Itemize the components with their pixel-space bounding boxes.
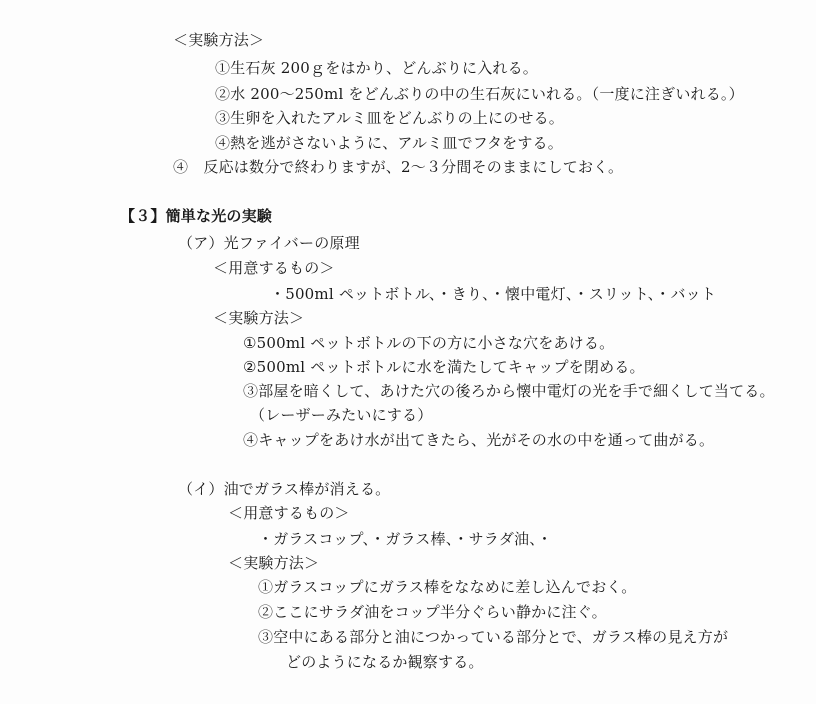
part-a-method-label: ＜実験方法＞ — [213, 309, 305, 327]
part-b-step-2: ②ここにサラダ油をコップ半分ぐらい静かに注ぐ。 — [258, 603, 607, 621]
part-b-step-3: ③空中にある部分と油につかっている部分とで、ガラス棒の見え方が — [258, 628, 729, 646]
part-a-step-3: ③部屋を暗くして、あけた穴の後ろから懐中電灯の光を手で細くして当てる。 — [243, 382, 775, 400]
part-b-materials-label: ＜用意するもの＞ — [228, 504, 350, 522]
part-a-step-1: ①500ml ペットボトルの下の方に小さな穴をあける。 — [243, 334, 615, 352]
part-a-title: （ア）光ファイバーの原理 — [178, 234, 360, 252]
step-prev-1: ①生石灰 200ｇをはかり、どんぶりに入れる。 — [215, 59, 539, 77]
part-b-title: （イ）油でガラス棒が消える。 — [178, 480, 391, 498]
part-a-step-4: ④キャップをあけ水が出てきたら、光がその水の中を通って曲がる。 — [243, 431, 715, 449]
part-a-materials: ・500ml ペットボトル、・きり、・懐中電灯、・スリット、・バット — [270, 285, 717, 303]
part-b-step-3-cont: どのようになるか観察する。 — [286, 653, 484, 671]
part-b-materials: ・ガラスコップ、・ガラス棒、・サラダ油、・ — [258, 530, 553, 548]
part-a-materials-label: ＜用意するもの＞ — [213, 259, 335, 277]
part-a-step-2: ②500ml ペットボトルに水を満たしてキャップを閉める。 — [243, 358, 645, 376]
step-prev-4: ④熱を逃がさないように、アルミ皿でフタをする。 — [215, 134, 563, 152]
note-prev: ④ 反応は数分で終わりますが、2～３分間そのままにしておく。 — [173, 158, 624, 176]
step-prev-3: ③生卵を入れたアルミ皿をどんぶりの上にのせる。 — [215, 109, 565, 127]
part-a-step-3-note: （レーザーみたいにする） — [250, 406, 433, 424]
part-b-step-1: ①ガラスコップにガラス棒をななめに差し込んでおく。 — [258, 578, 637, 596]
step-prev-2: ②水 200～250ml をどんぶりの中の生石灰にいれる。（一度に注ぎいれる。） — [215, 85, 744, 103]
method-label-prev: ＜実験方法＞ — [173, 31, 265, 49]
part-b-method-label: ＜実験方法＞ — [228, 554, 320, 572]
section-title: 【３】簡単な光の実験 — [120, 207, 273, 225]
